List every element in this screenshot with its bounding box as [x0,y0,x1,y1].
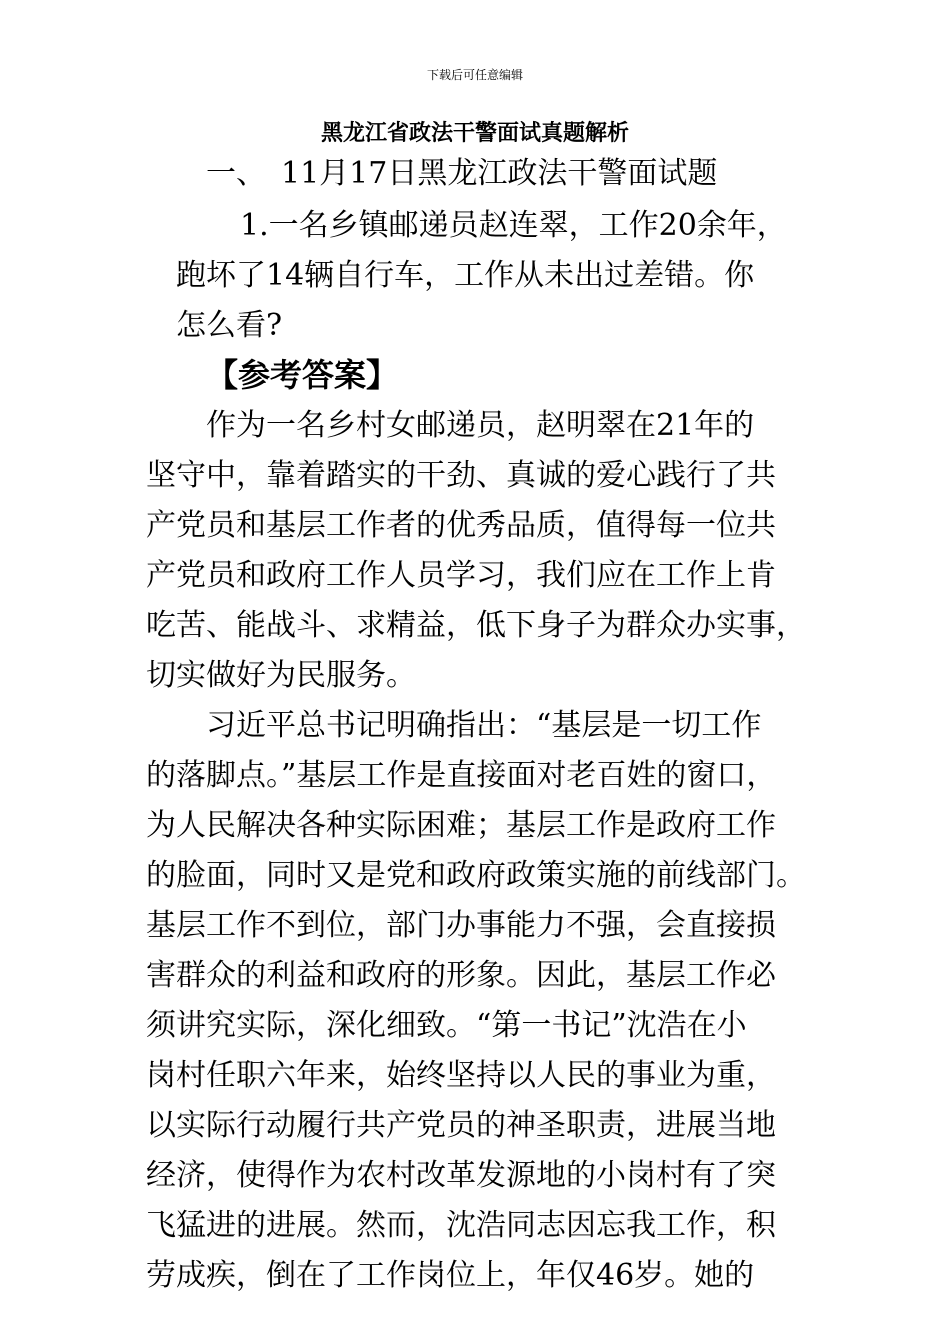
paragraph-line: 岗村任职六年来，始终坚持以人民的事业为重， [146,1058,776,1093]
paragraph-line: 切实做好为民服务。 [146,658,416,693]
page-header-note: 下载后可任意编辑 [426,68,523,82]
paragraph-line: 作为一名乡村女邮递员，赵明翠在21年的 [206,408,755,443]
paragraph-line: 飞猛进的进展。然而，沈浩同志因忘我工作，积 [146,1208,776,1243]
answer-label: 【参考答案】 [206,356,399,394]
paragraph-line: 吃苦、能战斗、求精益，低下身子为群众办实事， [146,608,806,643]
paragraph-line: 的落脚点。”基层工作是直接面对老百姓的窗口， [146,758,777,793]
question-line: 怎么看? [176,308,283,343]
paragraph-line: 的脸面，同时又是党和政府政策实施的前线部门。 [146,858,806,893]
paragraph-line: 以实际行动履行共产党员的神圣职责，进展当地 [146,1108,776,1143]
question-line: 跑坏了14辆自行车，工作从未出过差错。你 [176,258,755,293]
paragraph-line: 产党员和基层工作者的优秀品质，值得每一位共 [146,508,776,543]
paragraph-line: 基层工作不到位，部门办事能力不强，会直接损 [146,908,776,943]
paragraph-line: 劳成疾，倒在了工作岗位上，年仅46岁。她的 [146,1258,755,1293]
document-title: 黑龙江省政法干警面试真题解析 [320,120,629,146]
paragraph-line: 经济，使得作为农村改革发源地的小岗村有了突 [146,1158,776,1193]
paragraph-line: 害群众的利益和政府的形象。因此，基层工作必 [146,958,776,993]
paragraph-line: 坚守中，靠着踏实的干劲、真诚的爱心践行了共 [146,458,776,493]
paragraph-line: 为人民解决各种实际困难；基层工作是政府工作 [146,808,776,843]
paragraph-line: 习近平总书记明确指出：“基层是一切工作 [206,708,762,743]
question-line: 1.一名乡镇邮递员赵连翠，工作20余年， [240,208,787,243]
paragraph-line: 须讲究实际，深化细致。“第一书记”沈浩在小 [146,1008,747,1043]
paragraph-line: 产党员和政府工作人员学习，我们应在工作上肯 [146,558,776,593]
section-heading: 一、 11月17日黑龙江政法干警面试题 [206,156,718,191]
